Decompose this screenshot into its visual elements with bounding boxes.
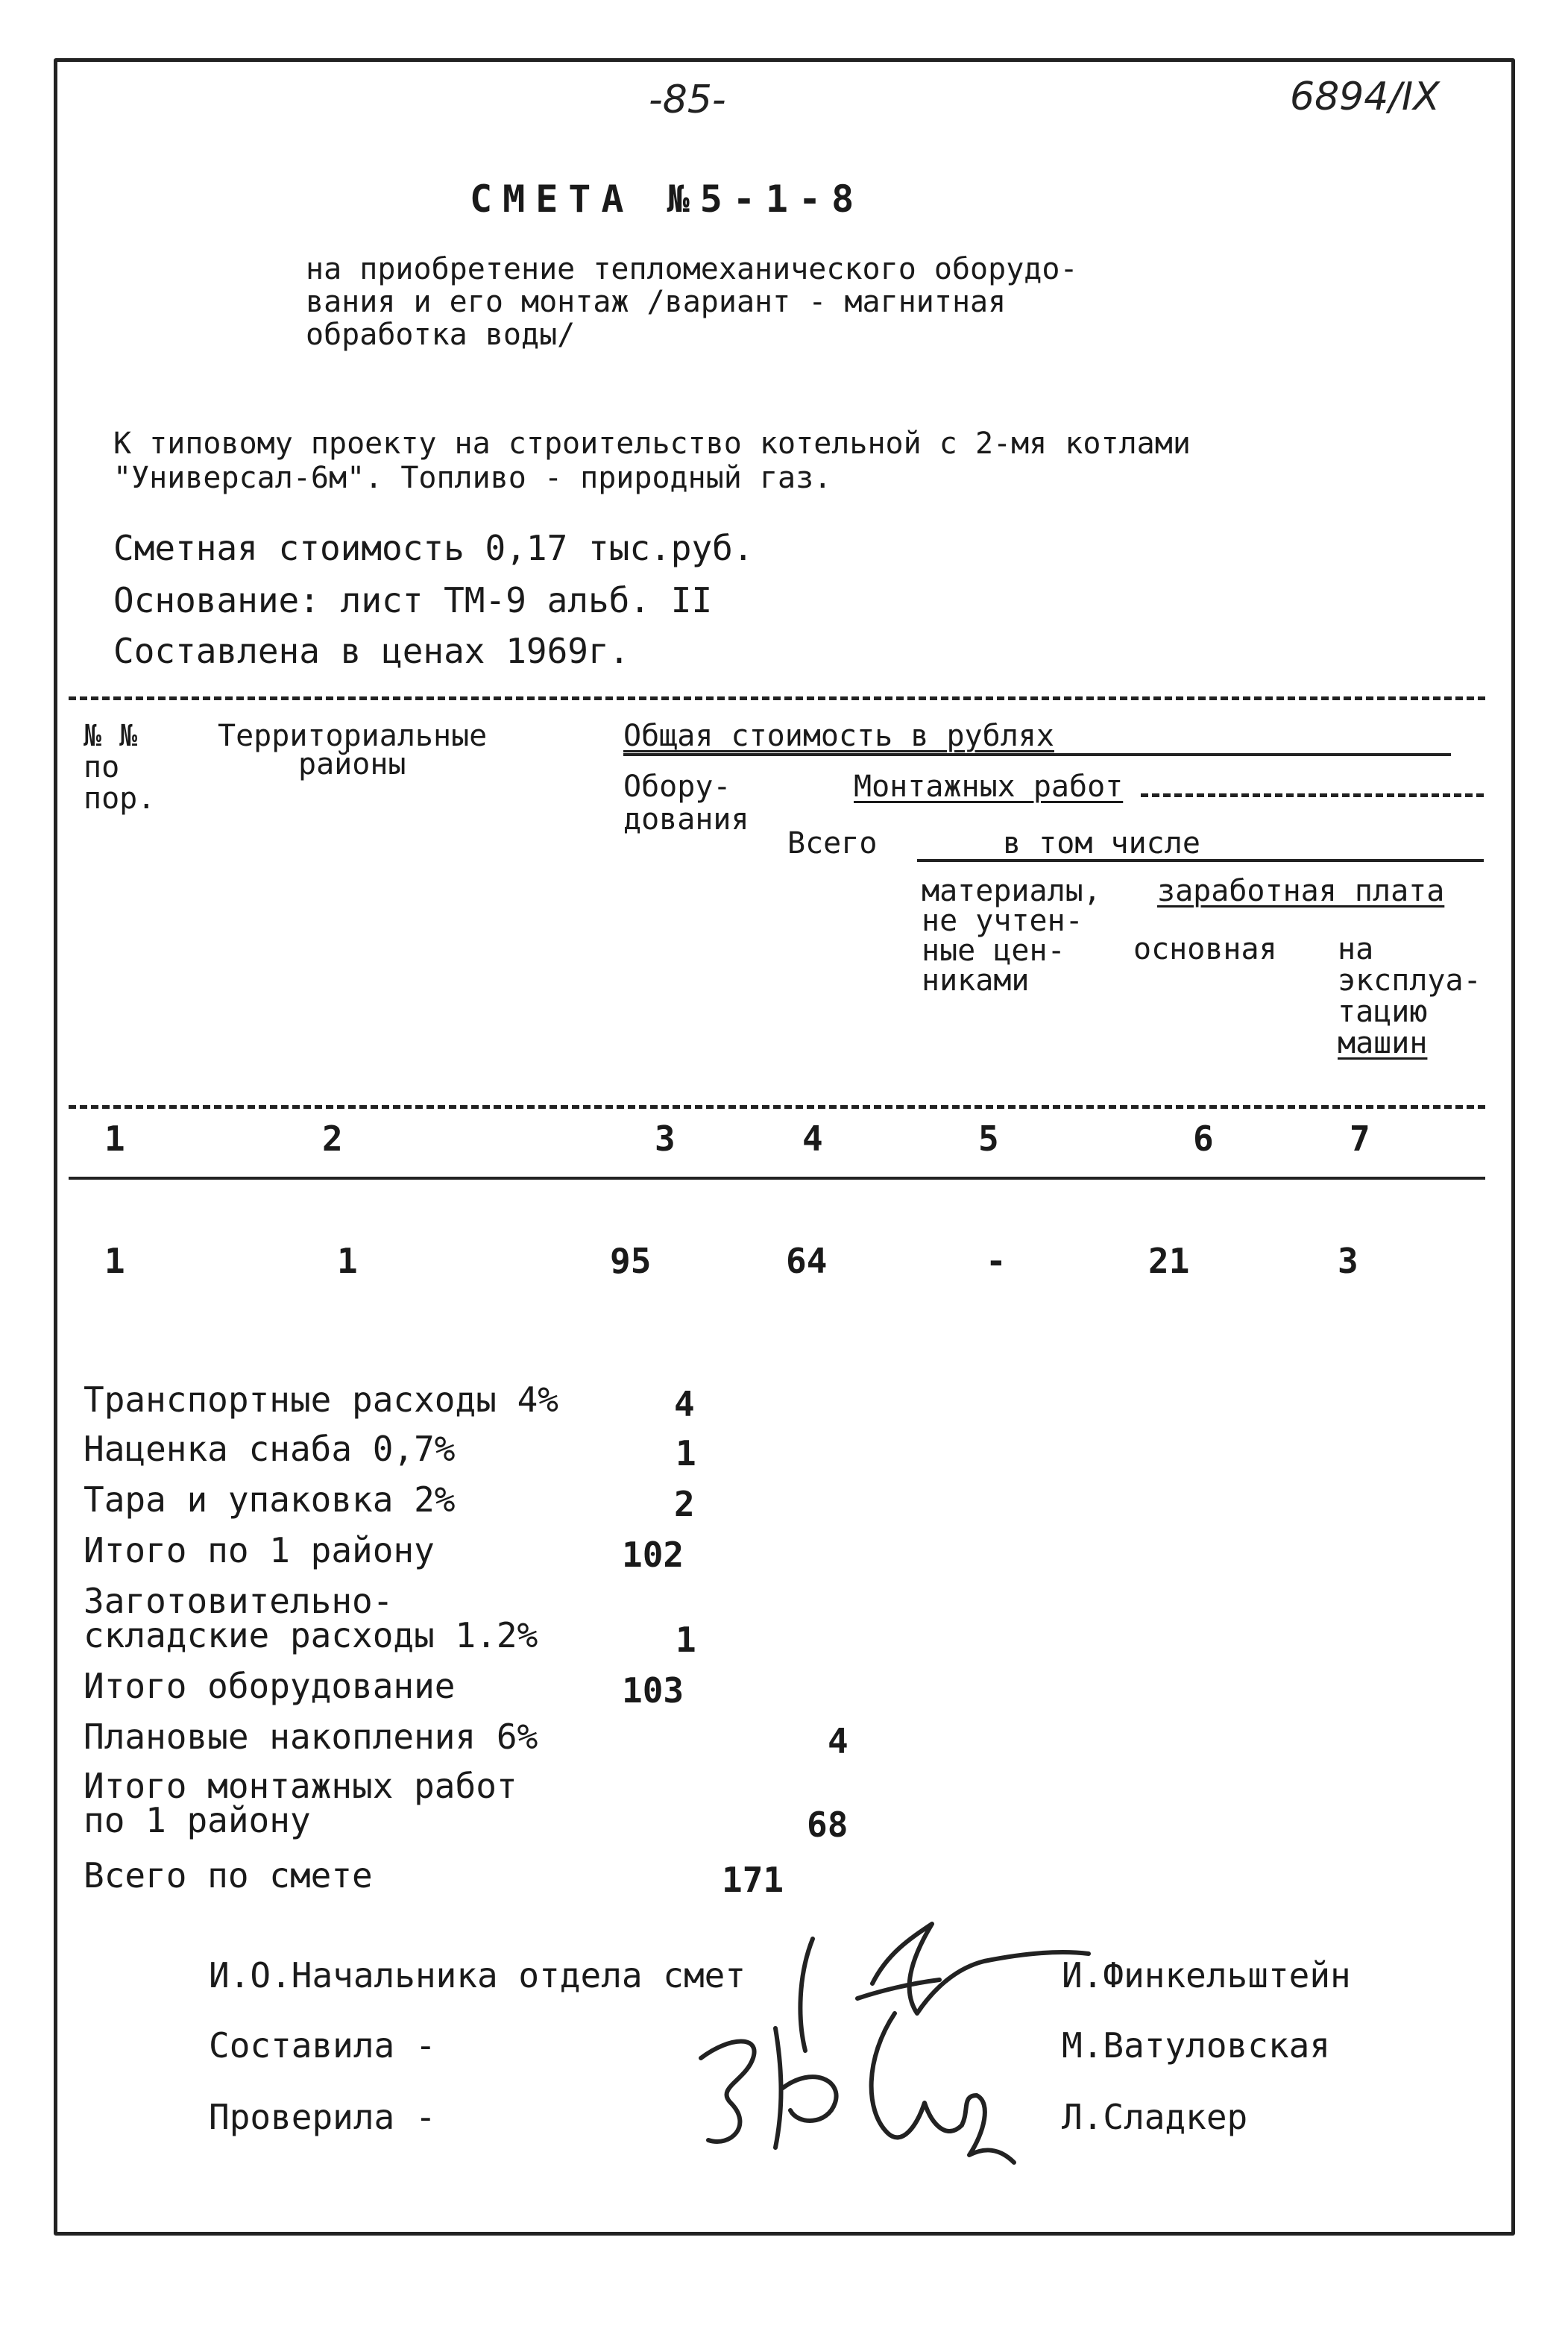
signature-name-compiled: М.Ватуловская: [1062, 2025, 1331, 2066]
row-cell-materials: -: [986, 1241, 1007, 1281]
materials-header-2: не учтен-: [922, 904, 1083, 938]
summary-eq-storage: 1: [676, 1620, 696, 1660]
row-cell-region: 1: [337, 1241, 358, 1281]
table-top-divider: [69, 696, 1485, 700]
summary-label-region-total: Итого по 1 району: [84, 1530, 435, 1570]
summary-label-equipment-total: Итого оборудование: [84, 1666, 456, 1706]
col1-header-1: № №: [84, 719, 138, 753]
price-level: Составлена в ценах 1969г.: [113, 631, 630, 671]
summary-eq-transport: 4: [674, 1384, 695, 1424]
summary-mont-install-total: 68: [807, 1805, 848, 1845]
summary-eq-equipment-total: 103: [622, 1670, 684, 1711]
col2-header-1: Территориальные: [218, 719, 488, 753]
wages-basic-header: основная: [1133, 932, 1277, 966]
signature-role-head: И.О.Начальника отдела смет: [209, 1955, 746, 1995]
materials-header-4: никами: [922, 963, 1030, 998]
summary-mont-planned: 4: [828, 1721, 848, 1761]
col-number-7: 7: [1350, 1119, 1370, 1159]
project-line-1: К типовому проекту на строительство котельной с 2-мя котлами: [113, 427, 1191, 461]
summary-label-planned: Плановые накопления 6%: [84, 1717, 538, 1757]
summary-total-grand: 171: [722, 1860, 784, 1900]
document-code: 6894/IX: [1290, 75, 1440, 119]
col1-header-2: по: [84, 750, 120, 784]
including-underline: [917, 859, 1484, 862]
machines-header-3: тацию: [1338, 995, 1428, 1029]
col1-header-3: пор.: [84, 781, 156, 816]
col2-header-2: районы: [298, 747, 406, 781]
total-cost-underline: [623, 753, 1451, 756]
summary-label-packaging: Тара и упаковка 2%: [84, 1479, 456, 1520]
row-cell-machines: 3: [1338, 1241, 1358, 1281]
document-title: СМЕТА №5-1-8: [470, 177, 865, 221]
equipment-header-1: Обору-: [623, 770, 731, 804]
summary-eq-supply: 1: [676, 1433, 696, 1473]
signature-role-compiled: Составила -: [209, 2025, 436, 2066]
materials-header-3: ные цен-: [922, 934, 1065, 968]
summary-label-install-total-1: Итого монтажных работ: [84, 1766, 517, 1806]
wages-header: заработная плата: [1157, 874, 1445, 908]
col-number-2: 2: [322, 1119, 343, 1159]
installation-dash: [1141, 793, 1484, 797]
header-bottom-divider: [69, 1105, 1485, 1109]
page-number: -85-: [649, 78, 726, 122]
total-cost-header: Общая стоимость в рублях: [623, 719, 1054, 753]
subtitle-line-1: на приобретение тепломеханического оборудо-: [306, 252, 1078, 286]
estimated-cost: Сметная стоимость 0,17 тыс.руб.: [113, 528, 754, 568]
summary-label-supply: Наценка снаба 0,7%: [84, 1429, 456, 1469]
column-numbers-underline: [69, 1177, 1485, 1180]
row-cell-equipment: 95: [610, 1241, 652, 1281]
summary-label-install-total-2: по 1 району: [84, 1800, 311, 1840]
row-cell-number: 1: [104, 1241, 125, 1281]
machines-header-2: эксплуа-: [1338, 963, 1482, 998]
summary-label-storage-2: складские расходы 1.2%: [84, 1615, 538, 1655]
including-header: в том числе: [1003, 826, 1200, 861]
installation-header: Монтажных работ: [854, 770, 1124, 804]
summary-label-grand-total: Всего по смете: [84, 1855, 373, 1896]
col-number-3: 3: [655, 1119, 676, 1159]
installation-total-header: Всего: [787, 826, 878, 861]
machines-header-4: машин: [1338, 1026, 1428, 1060]
basis: Основание: лист ТМ-9 альб. II: [113, 580, 713, 620]
col-number-6: 6: [1193, 1119, 1214, 1159]
summary-label-storage-1: Заготовительно-: [84, 1581, 394, 1621]
summary-eq-region-total: 102: [622, 1535, 684, 1575]
signature-role-checked: Проверила -: [209, 2097, 436, 2137]
row-cell-wages-basic: 21: [1148, 1241, 1190, 1281]
col-number-1: 1: [104, 1119, 125, 1159]
summary-label-transport: Транспортные расходы 4%: [84, 1380, 558, 1420]
signature-name-head: И.Финкельштейн: [1062, 1955, 1351, 1995]
subtitle-line-2: вания и его монтаж /вариант - магнитная: [306, 285, 1007, 319]
subtitle-line-3: обработка воды/: [306, 318, 576, 352]
summary-eq-packaging: 2: [674, 1484, 695, 1524]
machines-header-1: на: [1338, 932, 1374, 966]
signature-name-checked: Л.Сладкер: [1062, 2097, 1248, 2137]
materials-header-1: материалы,: [922, 874, 1101, 908]
col-number-5: 5: [978, 1119, 999, 1159]
col-number-4: 4: [802, 1119, 823, 1159]
row-cell-install-total: 64: [786, 1241, 828, 1281]
equipment-header-2: дования: [623, 802, 749, 837]
project-line-2: "Универсал-6м". Топливо - природный газ.: [113, 461, 832, 495]
handwritten-signatures: [686, 1909, 1103, 2177]
